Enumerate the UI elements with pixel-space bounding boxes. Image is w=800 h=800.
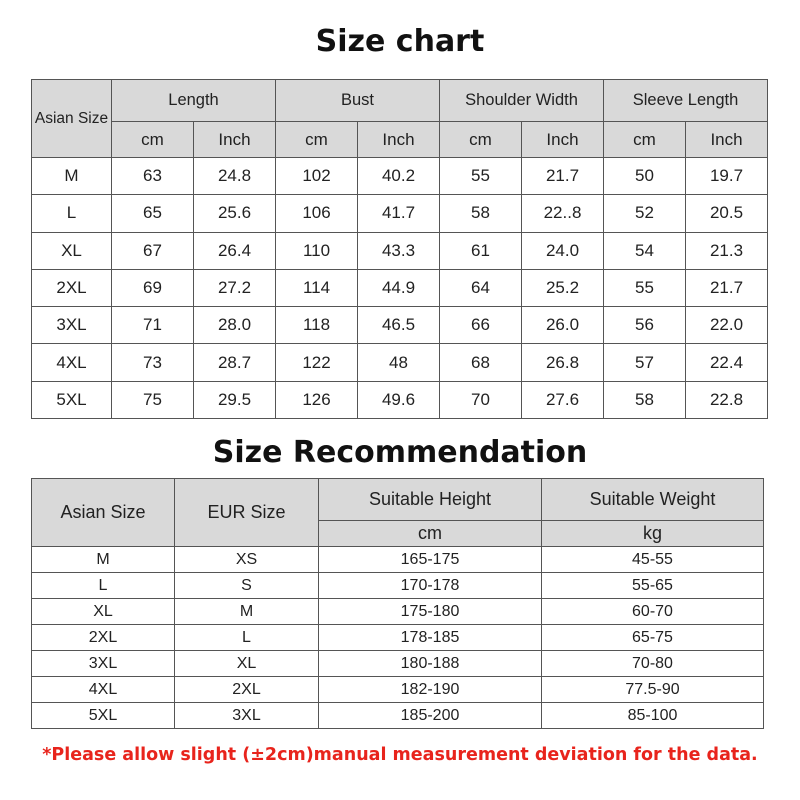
recommendation-cell: 165-175 <box>319 547 542 573</box>
recommendation-cell: XL <box>175 651 319 677</box>
recommendation-cell: 77.5-90 <box>542 677 764 703</box>
recommendation-cell: 55-65 <box>542 573 764 599</box>
measurement-cell: 114 <box>276 269 358 306</box>
recommendation-cell: XS <box>175 547 319 573</box>
measurement-cell: 22..8 <box>522 195 604 232</box>
measurement-cell: 25.6 <box>194 195 276 232</box>
recommendation-cell: M <box>175 599 319 625</box>
length-header: Length <box>112 80 276 122</box>
measurement-cell: 21.7 <box>686 269 768 306</box>
measurement-cell: 43.3 <box>358 232 440 269</box>
size-chart-row <box>32 158 768 195</box>
measurement-cell: 49.6 <box>358 381 440 418</box>
recommendation-cell: L <box>175 625 319 651</box>
recommendation-cell: 175-180 <box>319 599 542 625</box>
measurement-cell: 46.5 <box>358 307 440 344</box>
measurement-cell: 65 <box>112 195 194 232</box>
measurement-cell: 21.7 <box>522 158 604 195</box>
measurement-cell: 28.7 <box>194 344 276 381</box>
measurement-cell: 52 <box>604 195 686 232</box>
measurement-cell: 40.2 <box>358 158 440 195</box>
recommendation-row <box>32 547 764 573</box>
measurement-cell: 61 <box>440 232 522 269</box>
measurement-cell: 56 <box>604 307 686 344</box>
measurement-cell: 102 <box>276 158 358 195</box>
recommendation-cell: 180-188 <box>319 651 542 677</box>
asian-size-header: Asian Size <box>32 80 112 158</box>
size-label-cell: L <box>32 195 112 232</box>
size-chart-unit-row <box>32 122 768 158</box>
measurement-cell: 22.0 <box>686 307 768 344</box>
measurement-cell: 44.9 <box>358 269 440 306</box>
recommendation-row <box>32 703 764 729</box>
measurement-cell: 20.5 <box>686 195 768 232</box>
size-label-cell: 5XL <box>32 703 175 729</box>
bust-header: Bust <box>276 80 440 122</box>
measurement-cell: 24.8 <box>194 158 276 195</box>
recommendation-cell: 45-55 <box>542 547 764 573</box>
recommendation-cell: S <box>175 573 319 599</box>
measurement-cell: 106 <box>276 195 358 232</box>
size-chart-table <box>31 79 768 419</box>
size-chart-row <box>32 344 768 381</box>
measurement-cell: 48 <box>358 344 440 381</box>
measurement-deviation-note: *Please allow slight (±2cm)manual measurement deviation for the data. <box>42 745 758 765</box>
unit-header: Inch <box>686 122 768 158</box>
measurement-cell: 67 <box>112 232 194 269</box>
size-recommendation-table <box>31 478 764 729</box>
size-chart-row <box>32 269 768 306</box>
measurement-cell: 110 <box>276 232 358 269</box>
sleeve-length-header: Sleeve Length <box>604 80 768 122</box>
unit-header: cm <box>440 122 522 158</box>
measurement-cell: 70 <box>440 381 522 418</box>
size-label-cell: M <box>32 547 175 573</box>
measurement-cell: 19.7 <box>686 158 768 195</box>
unit-header: Inch <box>358 122 440 158</box>
recommendation-row <box>32 599 764 625</box>
size-label-cell: 3XL <box>32 651 175 677</box>
measurement-cell: 24.0 <box>522 232 604 269</box>
measurement-cell: 64 <box>440 269 522 306</box>
measurement-cell: 21.3 <box>686 232 768 269</box>
recommendation-cell: 85-100 <box>542 703 764 729</box>
measurement-cell: 29.5 <box>194 381 276 418</box>
size-chart-row <box>32 195 768 232</box>
measurement-cell: 22.4 <box>686 344 768 381</box>
measurement-cell: 118 <box>276 307 358 344</box>
measurement-cell: 25.2 <box>522 269 604 306</box>
unit-header: Inch <box>522 122 604 158</box>
measurement-cell: 26.4 <box>194 232 276 269</box>
size-label-cell: 5XL <box>32 381 112 418</box>
size-label-cell: XL <box>32 599 175 625</box>
recommendation-row <box>32 625 764 651</box>
unit-header: Inch <box>194 122 276 158</box>
unit-header: cm <box>276 122 358 158</box>
measurement-cell: 26.0 <box>522 307 604 344</box>
size-label-cell: 4XL <box>32 344 112 381</box>
measurement-cell: 26.8 <box>522 344 604 381</box>
measurement-cell: 27.2 <box>194 269 276 306</box>
asian-size-header: Asian Size <box>32 479 175 547</box>
measurement-cell: 54 <box>604 232 686 269</box>
unit-header: cm <box>112 122 194 158</box>
measurement-cell: 71 <box>112 307 194 344</box>
size-label-cell: 4XL <box>32 677 175 703</box>
recommendation-row <box>32 651 764 677</box>
measurement-cell: 58 <box>604 381 686 418</box>
suitable-weight-header: Suitable Weight <box>542 479 764 521</box>
measurement-cell: 68 <box>440 344 522 381</box>
measurement-cell: 75 <box>112 381 194 418</box>
measurement-cell: 73 <box>112 344 194 381</box>
size-label-cell: L <box>32 573 175 599</box>
suitable-height-header: Suitable Height <box>319 479 542 521</box>
recommendation-cell: 170-178 <box>319 573 542 599</box>
size-chart-row <box>32 232 768 269</box>
height-unit-header: cm <box>319 521 542 547</box>
recommendation-cell: 178-185 <box>319 625 542 651</box>
measurement-cell: 41.7 <box>358 195 440 232</box>
measurement-cell: 66 <box>440 307 522 344</box>
measurement-cell: 55 <box>604 269 686 306</box>
weight-unit-header: kg <box>542 521 764 547</box>
measurement-cell: 63 <box>112 158 194 195</box>
unit-header: cm <box>604 122 686 158</box>
size-chart-row <box>32 381 768 418</box>
size-chart-header-row <box>32 80 768 122</box>
measurement-cell: 126 <box>276 381 358 418</box>
recommendation-cell: 70-80 <box>542 651 764 677</box>
recommendation-cell: 2XL <box>175 677 319 703</box>
recommendation-header-row <box>32 479 764 521</box>
recommendation-cell: 185-200 <box>319 703 542 729</box>
measurement-cell: 50 <box>604 158 686 195</box>
recommendation-cell: 60-70 <box>542 599 764 625</box>
recommendation-cell: 3XL <box>175 703 319 729</box>
recommendation-cell: 182-190 <box>319 677 542 703</box>
recommendation-cell: 65-75 <box>542 625 764 651</box>
size-label-cell: 3XL <box>32 307 112 344</box>
size-recommendation-title: Size Recommendation <box>212 435 588 470</box>
measurement-cell: 58 <box>440 195 522 232</box>
measurement-cell: 122 <box>276 344 358 381</box>
size-label-cell: 2XL <box>32 269 112 306</box>
shoulder-width-header: Shoulder Width <box>440 80 604 122</box>
measurement-cell: 55 <box>440 158 522 195</box>
size-chart-row <box>32 307 768 344</box>
measurement-cell: 28.0 <box>194 307 276 344</box>
size-label-cell: 2XL <box>32 625 175 651</box>
measurement-cell: 69 <box>112 269 194 306</box>
size-label-cell: M <box>32 158 112 195</box>
size-chart-title: Size chart <box>315 24 485 59</box>
recommendation-row <box>32 573 764 599</box>
measurement-cell: 27.6 <box>522 381 604 418</box>
recommendation-row <box>32 677 764 703</box>
eur-size-header: EUR Size <box>175 479 319 547</box>
measurement-cell: 22.8 <box>686 381 768 418</box>
size-label-cell: XL <box>32 232 112 269</box>
measurement-cell: 57 <box>604 344 686 381</box>
